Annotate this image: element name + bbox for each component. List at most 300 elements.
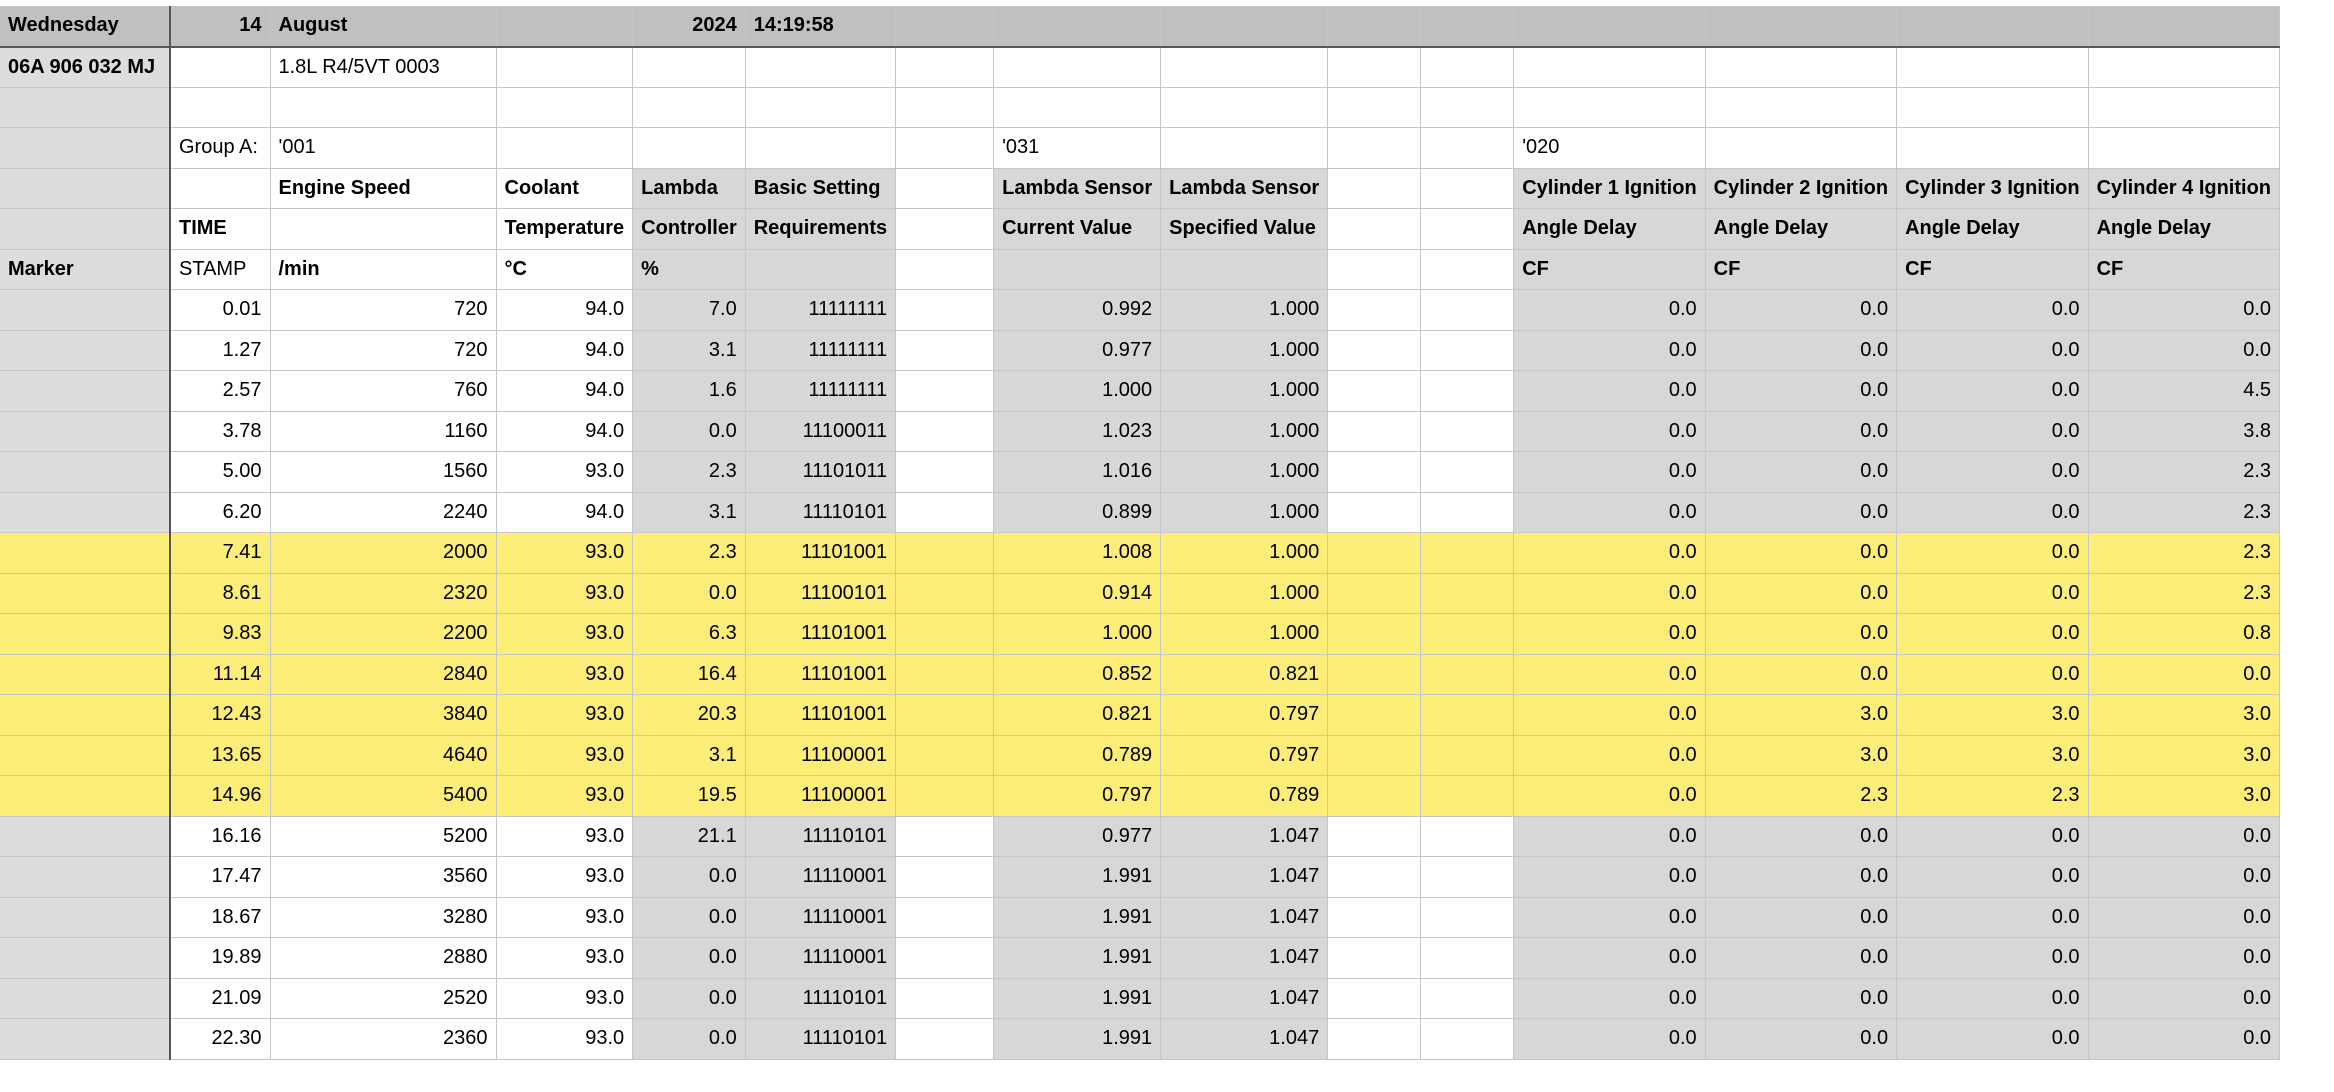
data-cell[interactable]: 1.008 (994, 533, 1161, 574)
data-cell[interactable]: 4.5 (2088, 371, 2279, 412)
data-cell[interactable]: 11110101 (745, 978, 895, 1019)
empty-cell[interactable] (896, 857, 994, 898)
data-cell[interactable]: 11111111 (745, 371, 895, 412)
data-cell[interactable]: 1.27 (170, 330, 270, 371)
data-cell[interactable]: 0.0 (1514, 290, 1705, 331)
data-cell[interactable]: 2.3 (1705, 776, 1896, 817)
data-cell[interactable]: 3280 (270, 897, 496, 938)
data-cell[interactable]: 93.0 (496, 978, 633, 1019)
header-cell[interactable]: Cylinder 2 Ignition (1705, 168, 1896, 209)
data-cell[interactable]: 0.0 (633, 938, 746, 979)
data-cell[interactable]: 9.83 (170, 614, 270, 655)
data-cell[interactable]: 93.0 (496, 573, 633, 614)
data-cell[interactable]: 0.0 (2088, 290, 2279, 331)
data-cell[interactable]: 0.789 (1161, 776, 1328, 817)
data-cell[interactable]: 0.0 (1897, 897, 2088, 938)
empty-cell[interactable] (896, 978, 994, 1019)
empty-cell[interactable] (0, 978, 170, 1019)
data-cell[interactable]: 1.000 (1161, 290, 1328, 331)
empty-cell[interactable] (1421, 695, 1514, 736)
data-cell[interactable]: 2.3 (2088, 492, 2279, 533)
data-cell[interactable]: 0.0 (2088, 816, 2279, 857)
data-cell[interactable]: 0.0 (1514, 816, 1705, 857)
data-cell[interactable]: 0.01 (170, 290, 270, 331)
data-cell[interactable]: 1.000 (994, 371, 1161, 412)
month-cell[interactable]: August (270, 6, 496, 47)
empty-cell[interactable] (0, 371, 170, 412)
empty-cell[interactable] (896, 492, 994, 533)
data-cell[interactable]: 1.047 (1161, 816, 1328, 857)
header-cell[interactable]: % (633, 249, 746, 290)
data-cell[interactable]: 93.0 (496, 776, 633, 817)
data-cell[interactable]: 1.000 (1161, 614, 1328, 655)
data-cell[interactable]: 0.0 (1514, 654, 1705, 695)
empty-cell[interactable] (0, 573, 170, 614)
header-cell[interactable] (994, 249, 1161, 290)
header-cell[interactable]: Requirements (745, 209, 895, 250)
empty-cell[interactable] (1421, 411, 1514, 452)
header-cell[interactable]: Lambda Sensor (994, 168, 1161, 209)
header-cell[interactable] (0, 87, 170, 128)
empty-cell[interactable] (0, 533, 170, 574)
empty-cell[interactable] (896, 816, 994, 857)
data-cell[interactable]: 3.8 (2088, 411, 2279, 452)
header-cell[interactable]: Controller (633, 209, 746, 250)
data-cell[interactable]: 0.0 (1705, 614, 1896, 655)
data-cell[interactable]: 0.0 (1514, 452, 1705, 493)
data-cell[interactable]: 0.977 (994, 816, 1161, 857)
empty-cell[interactable] (1328, 897, 1421, 938)
day-cell[interactable]: 14 (170, 6, 270, 47)
empty-cell[interactable] (1421, 290, 1514, 331)
empty-cell[interactable] (1328, 978, 1421, 1019)
data-cell[interactable]: 3560 (270, 857, 496, 898)
empty-cell[interactable] (1421, 573, 1514, 614)
empty-cell[interactable] (896, 695, 994, 736)
data-cell[interactable]: 0.0 (1514, 614, 1705, 655)
header-cell[interactable]: STAMP (170, 249, 270, 290)
empty-cell[interactable] (896, 330, 994, 371)
header-cell[interactable]: Cylinder 3 Ignition (1897, 168, 2088, 209)
data-cell[interactable]: 0.0 (1514, 330, 1705, 371)
header-cell[interactable]: Cylinder 4 Ignition (2088, 168, 2279, 209)
header-cell[interactable] (0, 128, 170, 169)
empty-cell[interactable] (1328, 857, 1421, 898)
data-cell[interactable]: 3.0 (1897, 735, 2088, 776)
data-cell[interactable]: 5200 (270, 816, 496, 857)
header-cell[interactable] (1161, 47, 1328, 88)
data-cell[interactable]: 0.0 (1897, 654, 2088, 695)
empty-cell[interactable] (896, 533, 994, 574)
data-cell[interactable]: 3.0 (1705, 695, 1896, 736)
header-cell[interactable] (0, 168, 170, 209)
header-cell[interactable] (170, 168, 270, 209)
empty-cell[interactable] (0, 614, 170, 655)
empty-cell[interactable] (1421, 816, 1514, 857)
empty-cell[interactable] (1328, 290, 1421, 331)
data-cell[interactable]: 11100011 (745, 411, 895, 452)
data-cell[interactable]: 94.0 (496, 330, 633, 371)
header-cell[interactable]: '020 (1514, 128, 1705, 169)
data-cell[interactable]: 0.0 (1897, 371, 2088, 412)
data-cell[interactable]: 0.977 (994, 330, 1161, 371)
data-cell[interactable]: 18.67 (170, 897, 270, 938)
header-cell[interactable]: Engine Speed (270, 168, 496, 209)
data-cell[interactable]: 0.0 (2088, 654, 2279, 695)
data-cell[interactable]: 0.0 (1705, 492, 1896, 533)
data-cell[interactable]: 2520 (270, 978, 496, 1019)
data-cell[interactable]: 93.0 (496, 452, 633, 493)
header-cell[interactable] (896, 209, 994, 250)
data-cell[interactable]: 1.000 (1161, 330, 1328, 371)
data-cell[interactable]: 3.0 (2088, 776, 2279, 817)
header-cell[interactable] (1421, 87, 1514, 128)
data-cell[interactable]: 3.0 (1705, 735, 1896, 776)
data-cell[interactable]: 0.797 (1161, 735, 1328, 776)
data-cell[interactable]: 11110101 (745, 1019, 895, 1060)
data-cell[interactable]: 2200 (270, 614, 496, 655)
header-cell[interactable] (745, 128, 895, 169)
data-cell[interactable]: 11111111 (745, 290, 895, 331)
header-cell[interactable] (270, 209, 496, 250)
data-cell[interactable]: 0.0 (633, 1019, 746, 1060)
header-cell[interactable] (2088, 87, 2279, 128)
title-cell[interactable] (1897, 6, 2088, 47)
data-cell[interactable]: 11100001 (745, 735, 895, 776)
data-cell[interactable]: 0.0 (1514, 371, 1705, 412)
header-cell[interactable]: Lambda Sensor (1161, 168, 1328, 209)
data-cell[interactable]: 0.797 (994, 776, 1161, 817)
data-cell[interactable]: 0.821 (1161, 654, 1328, 695)
empty-cell[interactable] (1328, 411, 1421, 452)
header-cell[interactable]: Angle Delay (1514, 209, 1705, 250)
data-cell[interactable]: 8.61 (170, 573, 270, 614)
header-cell[interactable]: '001 (270, 128, 496, 169)
header-cell[interactable]: Cylinder 1 Ignition (1514, 168, 1705, 209)
data-cell[interactable]: 11110001 (745, 897, 895, 938)
data-cell[interactable]: 16.4 (633, 654, 746, 695)
header-cell[interactable] (1514, 87, 1705, 128)
data-cell[interactable]: 2360 (270, 1019, 496, 1060)
header-cell[interactable] (745, 87, 895, 128)
header-cell[interactable]: CF (2088, 249, 2279, 290)
header-cell[interactable] (896, 249, 994, 290)
data-cell[interactable]: 0.8 (2088, 614, 2279, 655)
data-cell[interactable]: 1.000 (1161, 533, 1328, 574)
data-cell[interactable]: 0.0 (1897, 492, 2088, 533)
empty-cell[interactable] (0, 776, 170, 817)
data-cell[interactable]: 0.899 (994, 492, 1161, 533)
data-cell[interactable]: 1.000 (1161, 452, 1328, 493)
data-cell[interactable]: 11101001 (745, 695, 895, 736)
empty-cell[interactable] (896, 614, 994, 655)
data-cell[interactable]: 11101001 (745, 533, 895, 574)
empty-cell[interactable] (1328, 654, 1421, 695)
data-cell[interactable]: 2840 (270, 654, 496, 695)
header-cell[interactable]: CF (1514, 249, 1705, 290)
empty-cell[interactable] (1421, 1019, 1514, 1060)
data-cell[interactable]: 0.0 (633, 897, 746, 938)
data-cell[interactable]: 0.0 (1705, 330, 1896, 371)
header-cell[interactable] (1421, 128, 1514, 169)
data-cell[interactable]: 1.047 (1161, 857, 1328, 898)
data-cell[interactable]: 3.1 (633, 330, 746, 371)
header-cell[interactable] (633, 87, 746, 128)
empty-cell[interactable] (1328, 533, 1421, 574)
data-cell[interactable]: 0.0 (1514, 695, 1705, 736)
data-cell[interactable]: 2.3 (633, 533, 746, 574)
empty-cell[interactable] (0, 330, 170, 371)
data-cell[interactable]: 0.0 (2088, 938, 2279, 979)
data-cell[interactable]: 0.0 (1897, 452, 2088, 493)
data-cell[interactable]: 0.0 (2088, 1019, 2279, 1060)
empty-cell[interactable] (0, 452, 170, 493)
header-cell[interactable] (994, 87, 1161, 128)
data-cell[interactable]: 93.0 (496, 938, 633, 979)
data-cell[interactable]: 3.0 (2088, 695, 2279, 736)
header-cell[interactable] (896, 87, 994, 128)
data-cell[interactable]: 94.0 (496, 371, 633, 412)
data-cell[interactable]: 1.000 (994, 614, 1161, 655)
empty-cell[interactable] (1328, 816, 1421, 857)
data-cell[interactable]: 1.047 (1161, 1019, 1328, 1060)
title-cell[interactable] (1421, 6, 1514, 47)
data-cell[interactable]: 1560 (270, 452, 496, 493)
data-cell[interactable]: 0.0 (1705, 938, 1896, 979)
data-cell[interactable]: 11100001 (745, 776, 895, 817)
blank-cell[interactable] (496, 6, 633, 47)
data-cell[interactable]: 3840 (270, 695, 496, 736)
header-cell[interactable]: Temperature (496, 209, 633, 250)
data-cell[interactable]: 22.30 (170, 1019, 270, 1060)
data-cell[interactable]: 0.0 (1705, 411, 1896, 452)
data-cell[interactable]: 93.0 (496, 654, 633, 695)
data-cell[interactable]: 0.0 (1514, 492, 1705, 533)
empty-cell[interactable] (1421, 371, 1514, 412)
data-cell[interactable]: 12.43 (170, 695, 270, 736)
header-cell[interactable] (633, 47, 746, 88)
header-cell[interactable] (1161, 128, 1328, 169)
data-cell[interactable]: 0.0 (1514, 938, 1705, 979)
data-cell[interactable]: 0.0 (1705, 371, 1896, 412)
empty-cell[interactable] (1421, 978, 1514, 1019)
empty-cell[interactable] (896, 654, 994, 695)
data-cell[interactable]: 0.0 (1897, 1019, 2088, 1060)
data-cell[interactable]: 0.0 (2088, 330, 2279, 371)
empty-cell[interactable] (1328, 371, 1421, 412)
empty-cell[interactable] (1421, 897, 1514, 938)
header-cell[interactable] (896, 47, 994, 88)
header-cell[interactable] (1705, 87, 1896, 128)
data-cell[interactable]: 720 (270, 290, 496, 331)
empty-cell[interactable] (1421, 330, 1514, 371)
data-cell[interactable]: 1.991 (994, 897, 1161, 938)
header-cell[interactable]: '031 (994, 128, 1161, 169)
data-cell[interactable]: 21.1 (633, 816, 746, 857)
header-cell[interactable]: Group A: (170, 128, 270, 169)
data-cell[interactable]: 7.41 (170, 533, 270, 574)
empty-cell[interactable] (0, 897, 170, 938)
data-cell[interactable]: 16.16 (170, 816, 270, 857)
header-cell[interactable]: Specified Value (1161, 209, 1328, 250)
data-cell[interactable]: 1.991 (994, 978, 1161, 1019)
header-cell[interactable]: TIME (170, 209, 270, 250)
data-cell[interactable]: 5400 (270, 776, 496, 817)
header-cell[interactable] (1897, 87, 2088, 128)
data-cell[interactable]: 1.000 (1161, 573, 1328, 614)
data-cell[interactable]: 6.20 (170, 492, 270, 533)
data-cell[interactable]: 1.000 (1161, 411, 1328, 452)
data-cell[interactable]: 1.991 (994, 1019, 1161, 1060)
header-cell[interactable]: Marker (0, 249, 170, 290)
data-cell[interactable]: 760 (270, 371, 496, 412)
data-cell[interactable]: 1160 (270, 411, 496, 452)
header-cell[interactable] (1514, 47, 1705, 88)
header-cell[interactable]: 06A 906 032 MJ (0, 47, 170, 88)
data-cell[interactable]: 0.0 (1897, 938, 2088, 979)
data-cell[interactable]: 11110001 (745, 857, 895, 898)
data-cell[interactable]: 21.09 (170, 978, 270, 1019)
header-cell[interactable] (745, 249, 895, 290)
data-cell[interactable]: 6.3 (633, 614, 746, 655)
header-cell[interactable] (994, 47, 1161, 88)
empty-cell[interactable] (896, 776, 994, 817)
header-cell[interactable] (170, 87, 270, 128)
empty-cell[interactable] (0, 654, 170, 695)
data-cell[interactable]: 0.0 (633, 978, 746, 1019)
empty-cell[interactable] (1328, 330, 1421, 371)
data-cell[interactable]: 11101011 (745, 452, 895, 493)
empty-cell[interactable] (0, 411, 170, 452)
data-cell[interactable]: 1.016 (994, 452, 1161, 493)
header-cell[interactable] (896, 168, 994, 209)
data-cell[interactable]: 3.0 (2088, 735, 2279, 776)
header-cell[interactable] (633, 128, 746, 169)
header-cell[interactable] (1421, 168, 1514, 209)
empty-cell[interactable] (1421, 492, 1514, 533)
title-cell[interactable] (2088, 6, 2279, 47)
header-cell[interactable]: Basic Setting (745, 168, 895, 209)
empty-cell[interactable] (1421, 452, 1514, 493)
data-cell[interactable]: 1.991 (994, 857, 1161, 898)
data-cell[interactable]: 11110101 (745, 492, 895, 533)
header-cell[interactable] (0, 209, 170, 250)
header-cell[interactable]: CF (1897, 249, 2088, 290)
data-cell[interactable]: 0.0 (1514, 1019, 1705, 1060)
data-cell[interactable]: 0.0 (1705, 816, 1896, 857)
data-cell[interactable]: 3.0 (1897, 695, 2088, 736)
header-cell[interactable] (1328, 87, 1421, 128)
data-cell[interactable]: 0.0 (1705, 452, 1896, 493)
empty-cell[interactable] (1421, 857, 1514, 898)
data-cell[interactable]: 1.047 (1161, 897, 1328, 938)
empty-cell[interactable] (896, 938, 994, 979)
header-cell[interactable] (1328, 249, 1421, 290)
empty-cell[interactable] (0, 816, 170, 857)
header-cell[interactable] (170, 47, 270, 88)
data-cell[interactable]: 2000 (270, 533, 496, 574)
empty-cell[interactable] (896, 290, 994, 331)
data-cell[interactable]: 17.47 (170, 857, 270, 898)
header-cell[interactable]: °C (496, 249, 633, 290)
header-cell[interactable]: Angle Delay (2088, 209, 2279, 250)
header-cell[interactable]: Coolant (496, 168, 633, 209)
header-cell[interactable] (1421, 249, 1514, 290)
data-cell[interactable]: 0.0 (1705, 573, 1896, 614)
data-cell[interactable]: 11100101 (745, 573, 895, 614)
data-cell[interactable]: 93.0 (496, 735, 633, 776)
data-cell[interactable]: 11101001 (745, 614, 895, 655)
data-cell[interactable]: 11110101 (745, 816, 895, 857)
data-cell[interactable]: 11101001 (745, 654, 895, 695)
data-cell[interactable]: 2240 (270, 492, 496, 533)
title-cell[interactable] (1328, 6, 1421, 47)
header-cell[interactable] (1897, 128, 2088, 169)
empty-cell[interactable] (1421, 654, 1514, 695)
header-cell[interactable] (896, 128, 994, 169)
data-cell[interactable]: 1.000 (1161, 371, 1328, 412)
empty-cell[interactable] (1328, 776, 1421, 817)
year-cell[interactable]: 2024 (633, 6, 746, 47)
data-cell[interactable]: 1.991 (994, 938, 1161, 979)
empty-cell[interactable] (1328, 573, 1421, 614)
header-cell[interactable] (1328, 209, 1421, 250)
data-cell[interactable]: 0.0 (1897, 411, 2088, 452)
header-cell[interactable] (1328, 168, 1421, 209)
data-cell[interactable]: 7.0 (633, 290, 746, 331)
empty-cell[interactable] (0, 938, 170, 979)
data-cell[interactable]: 0.0 (1897, 816, 2088, 857)
header-cell[interactable]: Angle Delay (1705, 209, 1896, 250)
header-cell[interactable] (1328, 47, 1421, 88)
data-cell[interactable]: 19.5 (633, 776, 746, 817)
data-cell[interactable]: 0.0 (1897, 857, 2088, 898)
data-cell[interactable]: 2.57 (170, 371, 270, 412)
header-cell[interactable]: /min (270, 249, 496, 290)
data-cell[interactable]: 1.6 (633, 371, 746, 412)
title-cell[interactable] (896, 6, 994, 47)
data-cell[interactable]: 0.0 (1705, 290, 1896, 331)
data-cell[interactable]: 3.1 (633, 735, 746, 776)
data-cell[interactable]: 0.821 (994, 695, 1161, 736)
empty-cell[interactable] (1328, 614, 1421, 655)
data-cell[interactable]: 0.0 (1705, 654, 1896, 695)
title-cell[interactable] (1514, 6, 1705, 47)
empty-cell[interactable] (1421, 938, 1514, 979)
header-cell[interactable] (1421, 209, 1514, 250)
data-cell[interactable]: 4640 (270, 735, 496, 776)
time-cell[interactable]: 14:19:58 (745, 6, 895, 47)
data-cell[interactable]: 14.96 (170, 776, 270, 817)
header-cell[interactable] (1705, 128, 1896, 169)
header-cell[interactable] (1161, 249, 1328, 290)
empty-cell[interactable] (896, 371, 994, 412)
title-cell[interactable] (1705, 6, 1896, 47)
empty-cell[interactable] (1421, 735, 1514, 776)
empty-cell[interactable] (1421, 614, 1514, 655)
data-cell[interactable]: 0.0 (1705, 533, 1896, 574)
header-cell[interactable]: Current Value (994, 209, 1161, 250)
data-cell[interactable]: 0.0 (1705, 1019, 1896, 1060)
empty-cell[interactable] (0, 492, 170, 533)
data-cell[interactable]: 0.0 (1514, 776, 1705, 817)
empty-cell[interactable] (1328, 492, 1421, 533)
data-cell[interactable]: 1.047 (1161, 978, 1328, 1019)
title-cell[interactable] (1161, 6, 1328, 47)
header-cell[interactable]: Lambda (633, 168, 746, 209)
title-cell[interactable] (994, 6, 1161, 47)
header-cell[interactable] (2088, 47, 2279, 88)
